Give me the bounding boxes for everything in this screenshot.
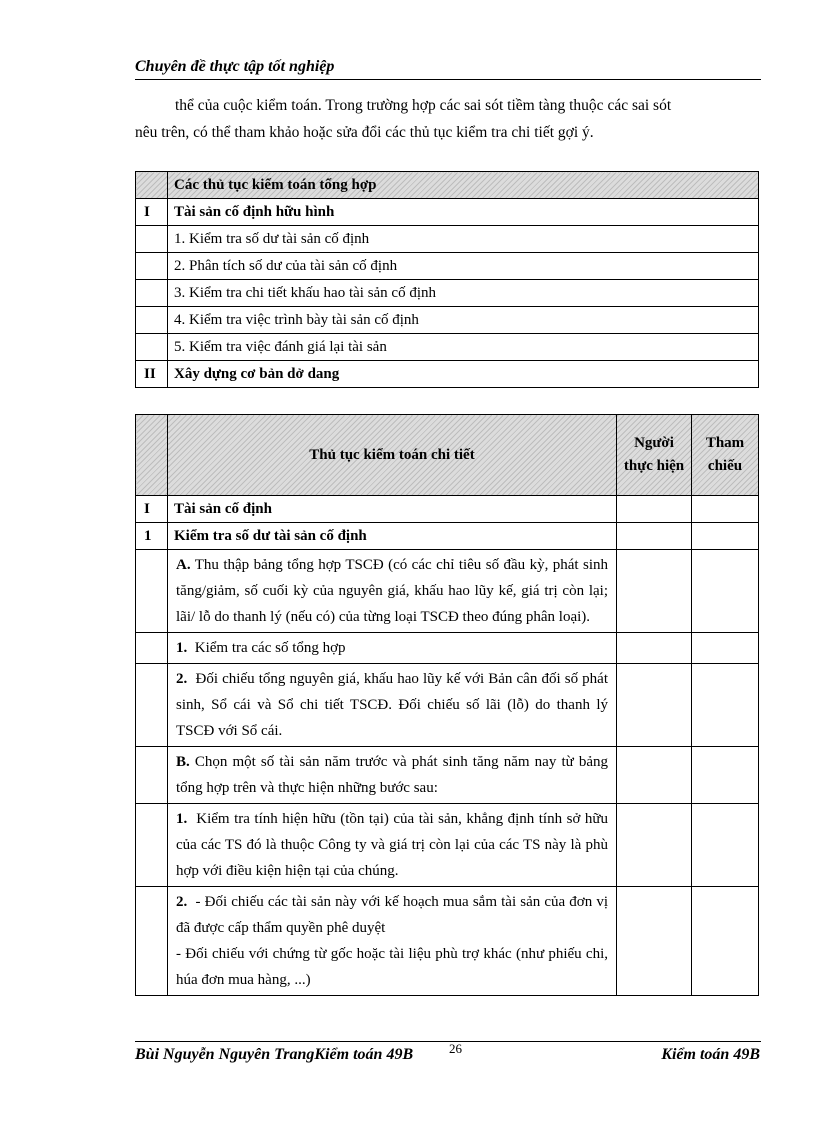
row-number: I bbox=[136, 496, 168, 523]
header-performer: Người thực hiện bbox=[617, 415, 692, 496]
reference-cell bbox=[692, 747, 759, 804]
row-label: Kiểm tra số dư tài sản cố định bbox=[168, 523, 617, 550]
intro-paragraph bbox=[135, 92, 759, 146]
step-a1-text: Kiểm tra các số tổng hợp bbox=[194, 640, 346, 656]
step-b bbox=[168, 747, 617, 804]
detail-header-num-cell bbox=[136, 415, 168, 496]
row-number bbox=[136, 747, 168, 804]
row-number bbox=[136, 334, 168, 361]
detail-table-header bbox=[136, 415, 759, 496]
step-b1-text: Kiểm tra tính hiện hữu (tồn tại) của tài sản, khẳng định tính sở hữu của các TS đó là thuộc Công ty và giá trị còn lại của các TS này là phù hợp với điều kiện hiện tại của chúng. bbox=[176, 811, 609, 879]
row-number bbox=[136, 550, 168, 633]
table-row bbox=[136, 804, 759, 887]
row-label: Tài sản cố định hữu hình bbox=[168, 199, 759, 226]
summary-table-title: Các thủ tục kiểm toán tổng hợp bbox=[168, 172, 759, 199]
table-row bbox=[136, 226, 759, 253]
row-label: 1. Kiểm tra số dư tài sản cố định bbox=[168, 226, 759, 253]
step-a2-text: Đối chiếu tổng nguyên giá, khấu hao lũy kế với Bản cân đối số phát sinh, Sổ cái và Sổ chi tiết TSCĐ. Đối chiếu số lãi (lỗ) do thanh lý TSCĐ với Sổ cái. bbox=[176, 671, 609, 739]
step-a-text: Thu thập bảng tổng hợp TSCĐ (có các chỉ tiêu số đầu kỳ, phát sinh tăng/giảm, số cuối kỳ của nguyên giá, khấu hao lũy kế, giá trị còn lại; lãi/ lỗ do thanh lý (nếu có) của từng loại TSCĐ theo đúng phân loại). bbox=[176, 557, 608, 625]
performer-cell bbox=[617, 550, 692, 633]
table-row bbox=[136, 199, 759, 226]
reference-cell bbox=[692, 633, 759, 664]
step-b1-prefix: 1. bbox=[176, 811, 188, 827]
step-a bbox=[168, 550, 617, 633]
table-row bbox=[136, 664, 759, 747]
page-header-title: Chuyên đề thực tập tốt nghiệp bbox=[135, 58, 335, 75]
table-row bbox=[136, 550, 759, 633]
summary-header-num-cell bbox=[136, 172, 168, 199]
reference-cell bbox=[692, 664, 759, 747]
row-label: 5. Kiểm tra việc đánh giá lại tài sản bbox=[168, 334, 759, 361]
table-row bbox=[136, 361, 759, 388]
step-b1 bbox=[168, 804, 617, 887]
step-a1-prefix: 1. bbox=[176, 640, 188, 656]
table-row bbox=[136, 253, 759, 280]
detail-procedures-table bbox=[135, 414, 759, 996]
step-b2-line-1 bbox=[176, 889, 608, 941]
table-row bbox=[136, 633, 759, 664]
row-label: 2. Phân tích số dư của tài sản cố định bbox=[168, 253, 759, 280]
footer-author: Bùi Nguyễn Nguyên TrangKiểm toán 49B bbox=[135, 1046, 414, 1063]
page-number: 26 bbox=[449, 1041, 462, 1056]
footer-class: Kiểm toán 49B bbox=[661, 1046, 760, 1063]
table-row bbox=[136, 307, 759, 334]
reference-cell bbox=[692, 496, 759, 523]
performer-cell bbox=[617, 523, 692, 550]
step-b2-line-2: - Đối chiếu với chứng từ gốc hoặc tài liệu phù trợ khác (như phiếu chi, húa đơn mua hàng, ...) bbox=[176, 946, 608, 988]
step-b2 bbox=[168, 887, 617, 996]
row-number: I bbox=[136, 199, 168, 226]
step-b-text: Chọn một số tài sản năm trước và phát sinh tăng năm nay từ bảng tổng hợp trên và thực hiện những bước sau: bbox=[176, 754, 609, 796]
intro-line-2: nêu trên, có thể tham khảo hoặc sửa đổi các thủ tục kiểm tra chi tiết gợi ý. bbox=[135, 124, 594, 141]
header-reference: Tham chiếu bbox=[692, 415, 759, 496]
performer-cell bbox=[617, 664, 692, 747]
header-divider bbox=[135, 79, 761, 80]
step-a1 bbox=[168, 633, 617, 664]
performer-cell bbox=[617, 804, 692, 887]
table-row bbox=[136, 280, 759, 307]
table-row bbox=[136, 747, 759, 804]
row-label: Tài sản cố định bbox=[168, 496, 617, 523]
step-a2 bbox=[168, 664, 617, 747]
row-label: 3. Kiểm tra chi tiết khấu hao tài sản cố định bbox=[168, 280, 759, 307]
row-label: Xây dựng cơ bản dở dang bbox=[168, 361, 759, 388]
row-number bbox=[136, 280, 168, 307]
row-number: II bbox=[136, 361, 168, 388]
row-number bbox=[136, 226, 168, 253]
step-b-prefix: B. bbox=[176, 754, 190, 770]
header-procedure: Thủ tục kiểm toán chi tiết bbox=[168, 415, 617, 496]
reference-cell bbox=[692, 523, 759, 550]
footer-divider bbox=[135, 1041, 761, 1042]
reference-cell bbox=[692, 550, 759, 633]
performer-cell bbox=[617, 633, 692, 664]
row-number bbox=[136, 664, 168, 747]
reference-cell bbox=[692, 804, 759, 887]
row-number bbox=[136, 887, 168, 996]
table-row bbox=[136, 523, 759, 550]
table-row bbox=[136, 334, 759, 361]
performer-cell bbox=[617, 496, 692, 523]
row-number bbox=[136, 307, 168, 334]
step-a-prefix: A. bbox=[176, 557, 191, 573]
row-number bbox=[136, 633, 168, 664]
row-label: 4. Kiểm tra việc trình bày tài sản cố định bbox=[168, 307, 759, 334]
summary-procedures-table bbox=[135, 171, 759, 388]
table-row bbox=[136, 887, 759, 996]
step-a2-prefix: 2. bbox=[176, 671, 188, 687]
row-number: 1 bbox=[136, 523, 168, 550]
performer-cell bbox=[617, 887, 692, 996]
table-row bbox=[136, 496, 759, 523]
summary-table-header bbox=[136, 172, 759, 199]
performer-cell bbox=[617, 747, 692, 804]
intro-line-1: thể của cuộc kiểm toán. Trong trường hợp các sai sót tiềm tàng thuộc các sai sót bbox=[175, 97, 672, 114]
reference-cell bbox=[692, 887, 759, 996]
step-b2-prefix: 2. bbox=[176, 894, 188, 910]
step-b2-text-1: - Đối chiếu các tài sản này với kế hoạch mua sắm tài sản của đơn vị đã được cấp thẩm quyền phê duyệt bbox=[176, 894, 609, 936]
row-number bbox=[136, 804, 168, 887]
row-number bbox=[136, 253, 168, 280]
